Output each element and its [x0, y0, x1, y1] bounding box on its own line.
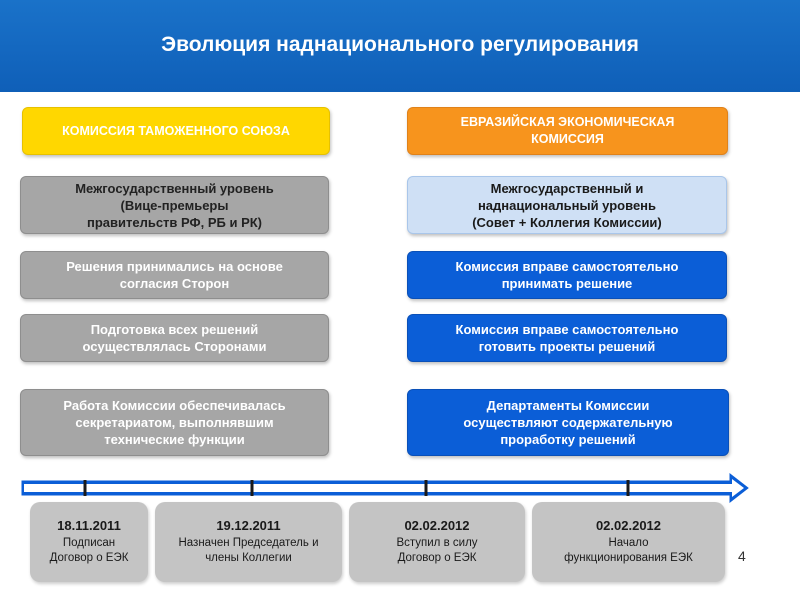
- left-item-4-text: Работа Комиссии обеспечивалась секретариатом, выполнявшим технические функции: [63, 398, 286, 447]
- right-item-2: [407, 251, 727, 299]
- timeline-event-4-text: Начало функционирования ЕЭК: [564, 537, 693, 564]
- timeline-event-3-text: Вступил в силу Договор о ЕЭК: [396, 537, 478, 564]
- right-column-header: [407, 107, 728, 155]
- left-item-2: [20, 251, 329, 299]
- timeline-event-1-text: Подписан Договор о ЕЭК: [49, 537, 129, 564]
- timeline-event-2-text: Назначен Председатель и члены Коллегии: [178, 537, 319, 564]
- page-number: 4: [738, 548, 746, 564]
- right-item-3: [407, 314, 727, 362]
- left-item-1-text: Межгосударственный уровень (Вице-премьеры правительств РФ, РБ и РК): [75, 180, 274, 230]
- left-item-2-text: Решения принимались на основе согласия Сторон: [66, 259, 283, 291]
- timeline-event-2-date: 19.12.2011: [216, 518, 281, 533]
- header-bar: [0, 0, 800, 92]
- left-item-4: [20, 389, 329, 456]
- left-column-header-text: КОМИССИЯ ТАМОЖЕННОГО СОЮЗА: [62, 123, 290, 138]
- timeline-event-3: [349, 502, 525, 582]
- timeline-event-4-date: 02.02.2012: [595, 518, 662, 533]
- left-item-3: [20, 314, 329, 362]
- timeline-event-3-date: 02.02.2012: [404, 518, 470, 533]
- left-item-3-text: Подготовка всех решений осуществлялась Сторонами: [82, 322, 267, 354]
- left-item-1: [20, 176, 329, 234]
- left-column-header: [22, 107, 330, 155]
- right-item-4: [407, 389, 729, 456]
- timeline-event-1-date: 18.11.2011: [57, 518, 121, 533]
- right-column-header-text: ЕВРАЗИЙСКАЯ ЭКОНОМИЧЕСКАЯ КОМИССИЯ: [460, 115, 675, 146]
- timeline-event-4: [532, 502, 725, 582]
- timeline-event-2: [155, 502, 342, 582]
- right-item-2-text: Комиссия вправе самостоятельно принимать решение: [455, 259, 679, 291]
- timeline-event-1: [30, 502, 148, 582]
- right-item-1: [407, 176, 727, 234]
- page-title: Эволюция наднационального регулирования: [161, 33, 639, 56]
- right-item-4-text: Департаменты Комиссии осуществляют содержательную проработку решений: [463, 398, 673, 447]
- right-item-1-text: Межгосударственный и наднациональный уровень (Совет + Коллегия Комиссии): [472, 180, 662, 230]
- right-item-3-text: Комиссия вправе самостоятельно готовить проекты решений: [455, 322, 679, 354]
